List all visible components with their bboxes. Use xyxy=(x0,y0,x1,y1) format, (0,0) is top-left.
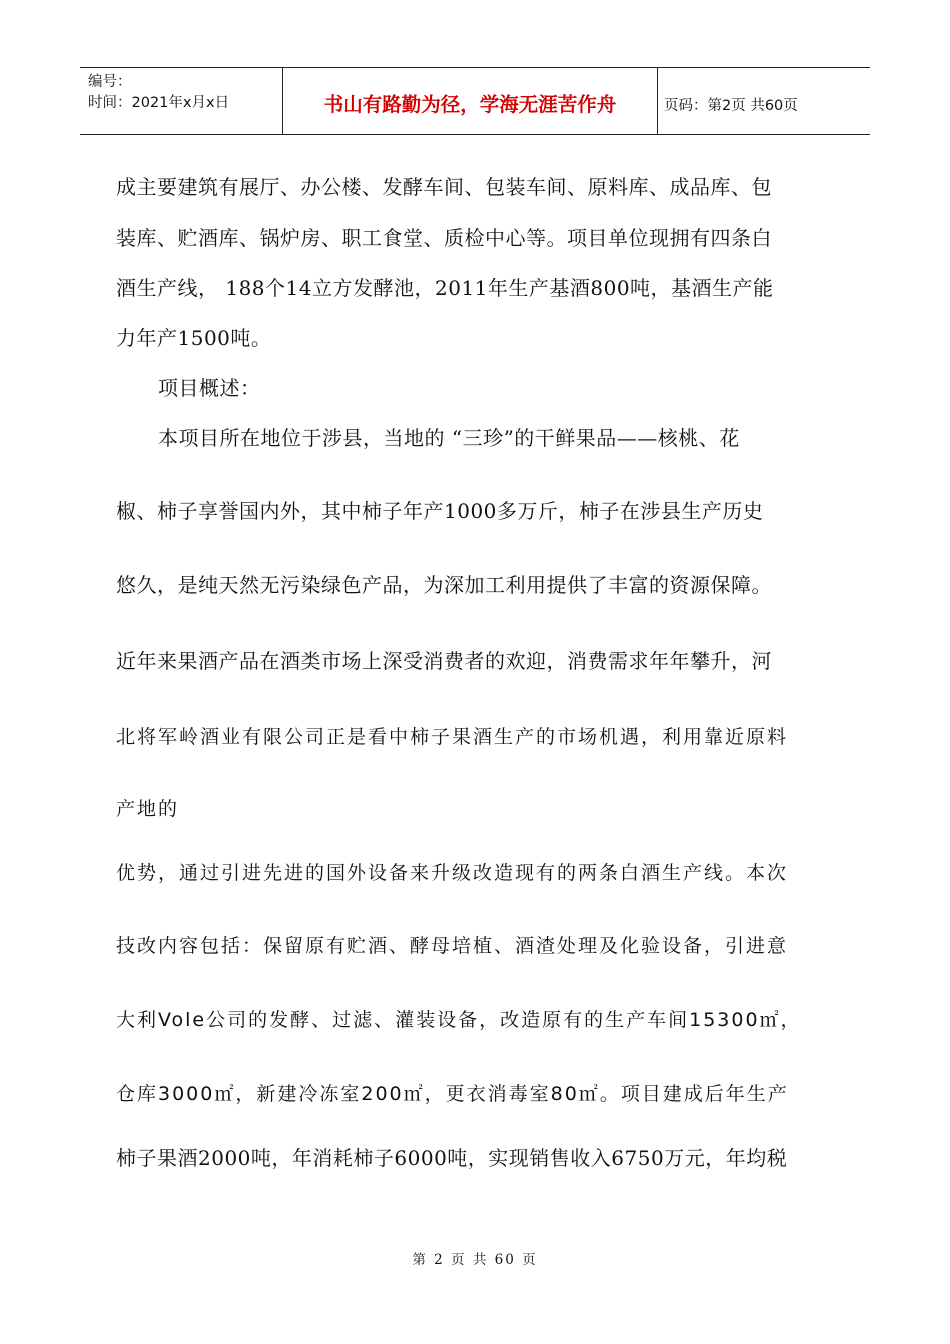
body-line: 技改内容包括：保留原有贮酒、酵母培植、酒渣处理及化验设备，引进意 xyxy=(116,935,789,957)
body-line: 成主要建筑有展厅、办公楼、发酵车间、包装车间、原料库、成品库、包 xyxy=(116,175,772,199)
body-line: 优势，通过引进先进的国外设备来升级改造现有的两条白酒生产线。本次 xyxy=(116,862,789,884)
body-line: 装库、贮酒库、锅炉房、职工食堂、质检中心等。项目单位现拥有四条白 xyxy=(116,226,772,250)
body-line: 项目概述： xyxy=(158,376,261,400)
body-line: 椒、柿子享誉国内外，其中柿子年产1000多万斤，柿子在涉县生产历史 xyxy=(116,499,764,523)
page-header xyxy=(80,67,870,135)
body-line: 北将军岭酒业有限公司正是看中柿子果酒生产的市场机遇，利用靠近原料 xyxy=(116,726,789,748)
page-footer: 第 2 页 共 60 页 xyxy=(412,1252,538,1268)
body-line: 柿子果酒2000吨，年消耗柿子6000吨，实现销售收入6750万元，年均税 xyxy=(116,1146,788,1170)
body-line: 本项目所在地位于涉县，当地的 “三珍”的干鲜果品——核桃、花 xyxy=(158,426,740,450)
header-page-info: 页码：第2页 共60页 xyxy=(664,97,798,114)
header-code-label: 编号： xyxy=(88,74,132,90)
header-meta xyxy=(80,68,283,134)
body-line: 产地的 xyxy=(116,798,180,820)
body-line: 悠久，是纯天然无污染绿色产品，为深加工利用提供了丰富的资源保障。 xyxy=(116,573,772,597)
body-line: 近年来果酒产品在酒类市场上深受消费者的欢迎，消费需求年年攀升，河 xyxy=(116,649,772,673)
body-line: 力年产1500吨。 xyxy=(116,326,272,350)
body-line: 大利Vole公司的发酵、过滤、灌装设备，改造原有的生产车间15300㎡， xyxy=(116,1009,802,1031)
body-line: 酒生产线， 188个14立方发酵池，2011年生产基酒800吨，基酒生产能 xyxy=(116,276,774,300)
header-motto: 书山有路勤为径，学海无涯苦作舟 xyxy=(283,68,658,134)
body-line: 仓库3000㎡，新建冷冻室200㎡，更衣消毒室80㎡。项目建成后年生产 xyxy=(116,1083,789,1105)
header-date: 时间：2021年x月x日 xyxy=(88,95,230,111)
